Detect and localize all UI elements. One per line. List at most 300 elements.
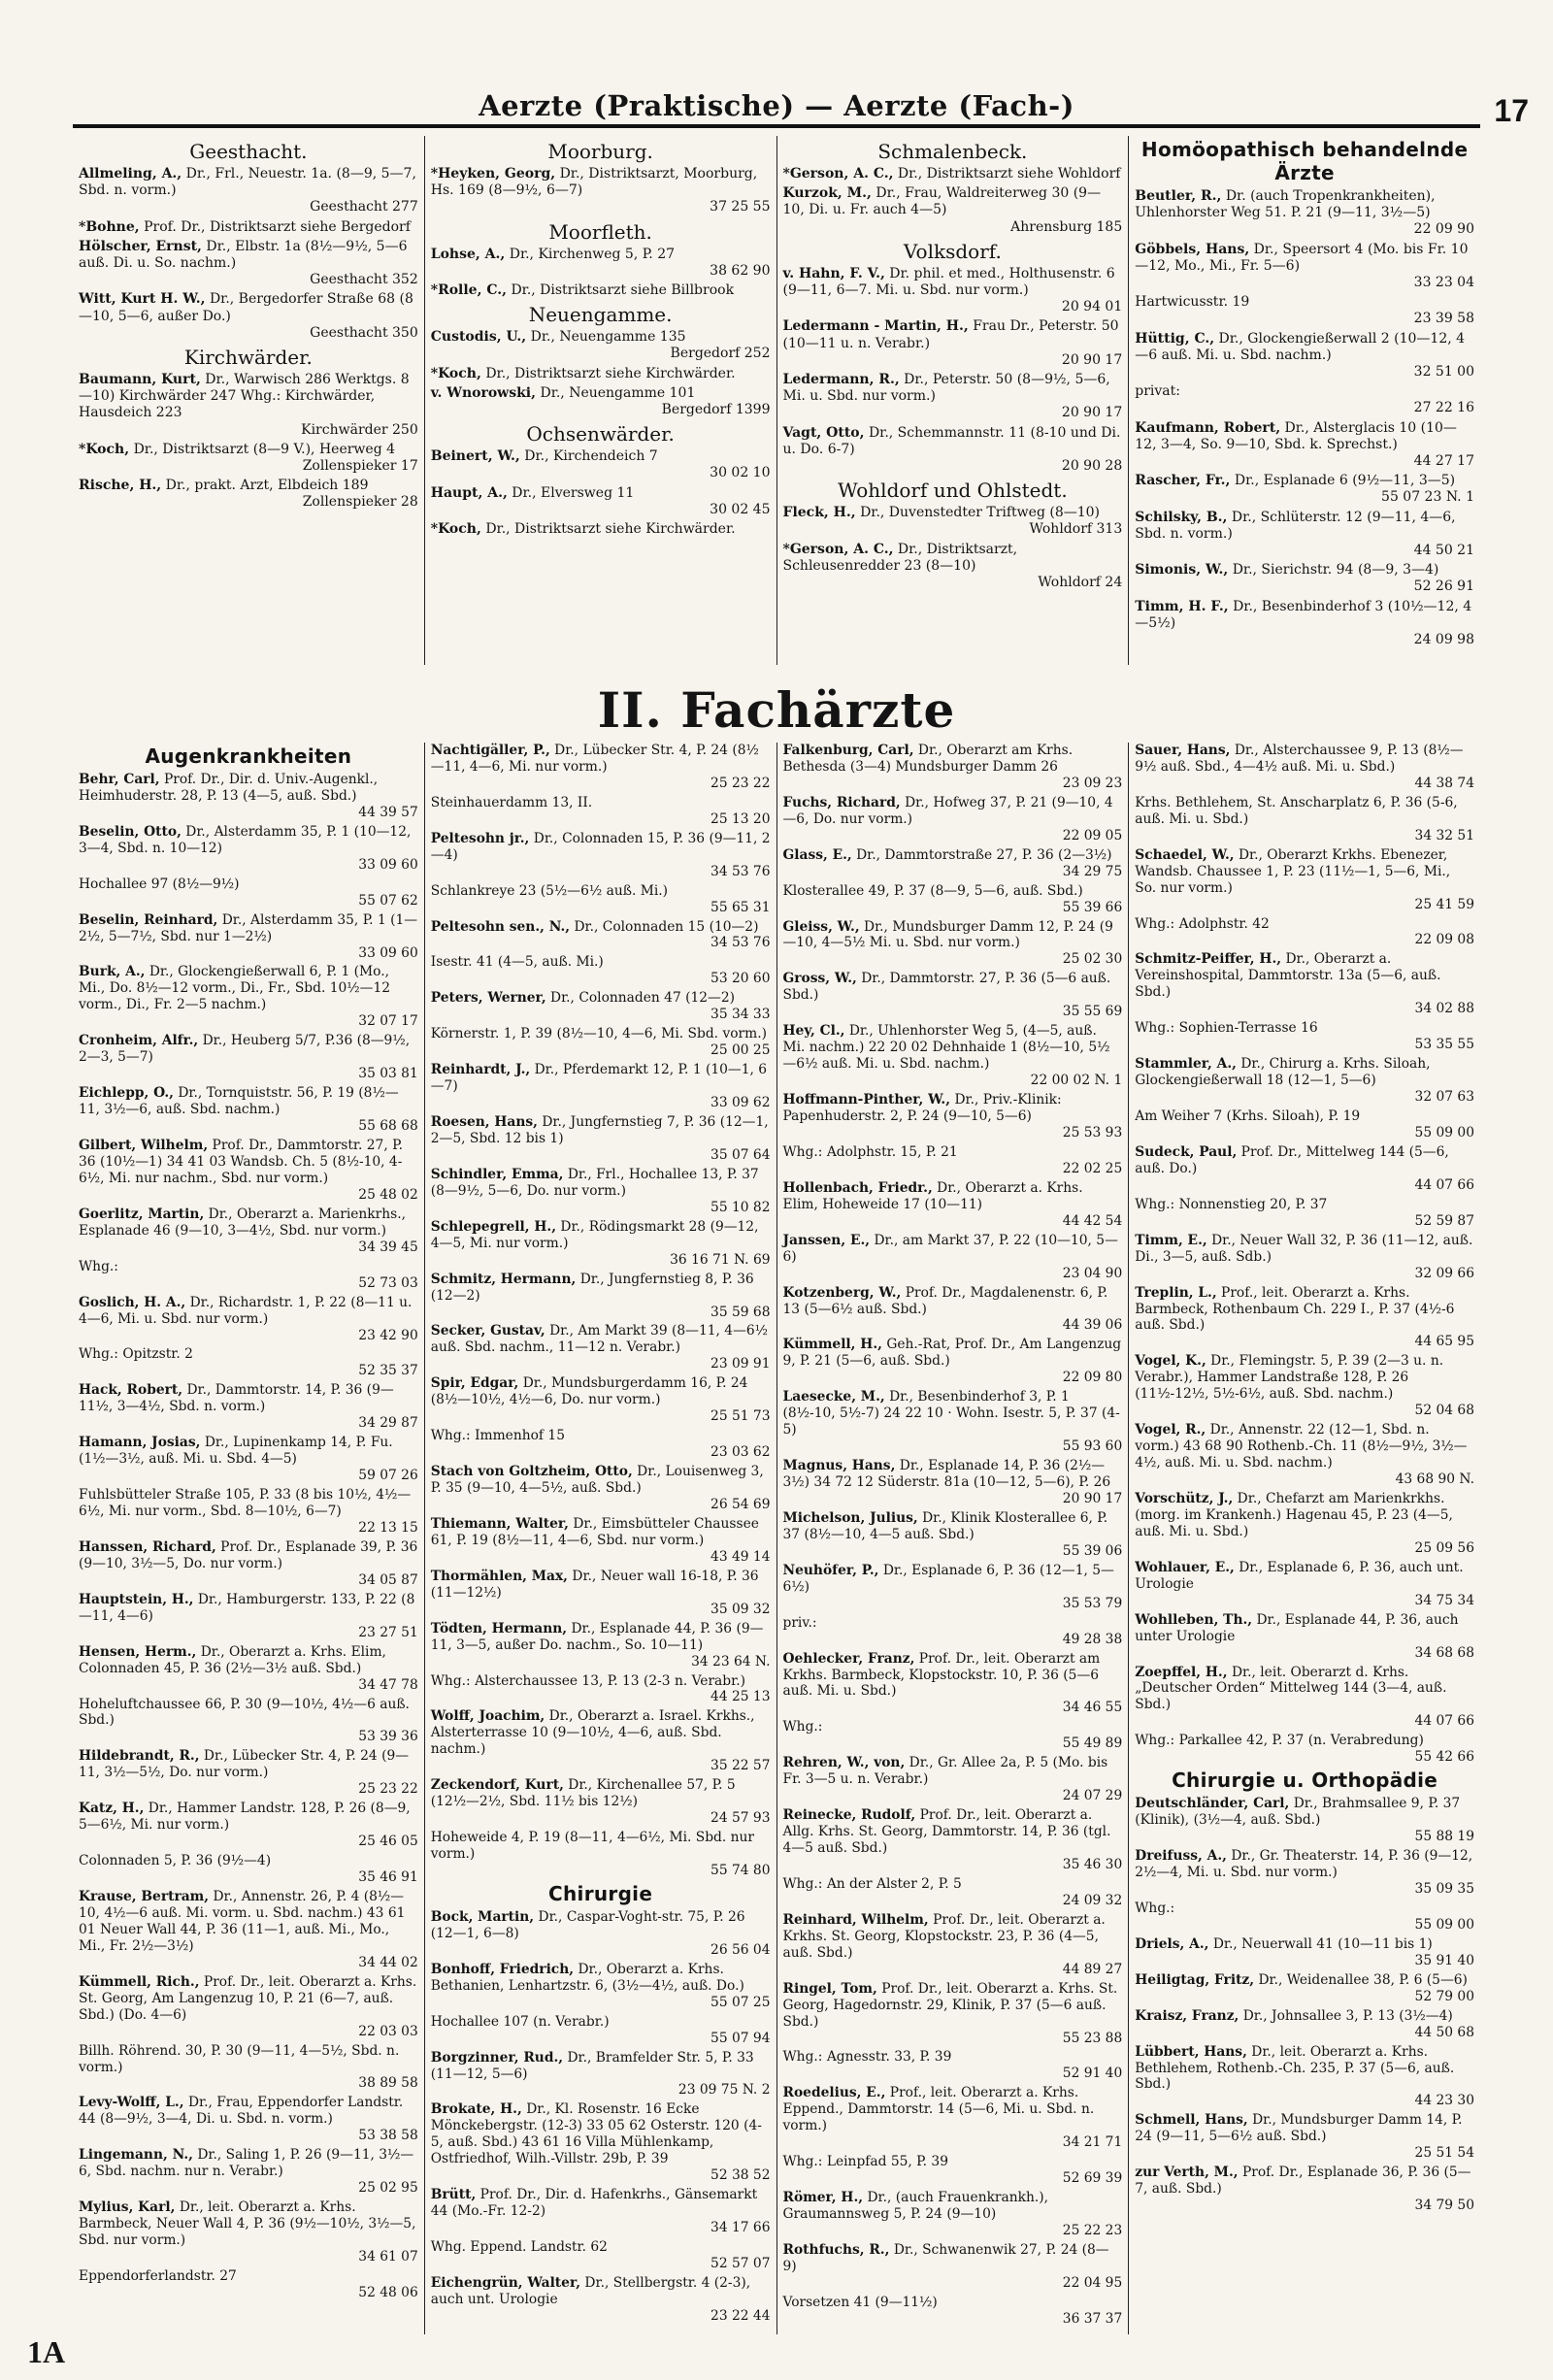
directory-entry — [1135, 1056, 1474, 1106]
entry-details: Whg.: Adolphstr. 15, P. 21 — [782, 1143, 958, 1160]
entry-phone: 23 09 75 N. 2 — [677, 2082, 771, 2099]
entry-name: *Gerson, A. C., — [782, 541, 894, 557]
entry-phone: 33 09 62 — [710, 1095, 771, 1111]
entry-name: Lübbert, Hans, — [1135, 2043, 1247, 2060]
entry-name: Kraisz, Franz, — [1135, 2007, 1239, 2024]
entry-details: Fuhlsbütteler Straße 105, P. 33 (8 bis 10½, 4½—6½, Mi. nur vorm., Sbd. 8—10½, 6—7) — [79, 1487, 412, 1520]
place-heading: Neuengamme. — [528, 303, 673, 327]
entry-phone: 23 42 90 — [358, 1327, 418, 1343]
entry-name: Sudeck, Paul, — [1135, 1143, 1238, 1160]
entry-details: Dr., Chefarzt am Marienkrkhs. (morg. im Krankenh.) Hagenau 45, P. 23 (4—5, auß. Mi. u. Sbd.) — [1135, 1490, 1453, 1539]
column-3 — [776, 136, 1129, 665]
entry-phone: 32 51 00 — [1413, 364, 1474, 380]
entry-name: Eichengrün, Walter, — [430, 2274, 581, 2291]
entry-phone: 52 48 06 — [358, 2284, 418, 2300]
entry-phone: 34 29 75 — [1062, 863, 1123, 879]
entry-details: Whg.: Nonnenstieg 20, P. 37 — [1135, 1196, 1328, 1212]
directory-entry — [431, 1026, 771, 1059]
place-heading: Moorburg. — [547, 140, 653, 163]
entry-details: Dr., Kirchendeich 7 — [524, 448, 658, 465]
entry-phone: Wohldorf 24 — [1038, 575, 1123, 591]
entry-name: Hanssen, Richard, — [79, 1538, 216, 1555]
entry-details: Dr., Priv.-Klinik: Papenhuderstr. 2, P. 24 (9—10, 5—6) — [782, 1092, 1062, 1125]
entry-phone: 38 89 58 — [358, 2075, 418, 2092]
entry-phone: 52 04 68 — [1414, 1403, 1474, 1419]
directory-entry — [79, 1033, 418, 1082]
directory-entry — [783, 425, 1123, 476]
entry-details: Dr., Schemmannstr. 11 (8-10 und Di. u. Do. 6-7) — [782, 424, 1121, 457]
directory-entry — [79, 1539, 418, 1589]
directory-entry — [1135, 2112, 1474, 2162]
entry-details: Dr., Alsterchaussee 9, P. 13 (8½—9½ auß. Sbd., 4—4½ auß. Mi. u. Sbd.) — [1135, 743, 1464, 775]
entry-phone: Geesthacht 352 — [310, 272, 418, 288]
entry-details: priv.: — [782, 1614, 817, 1631]
directory-entry — [783, 971, 1123, 1020]
entry-details: Dr., Annenstr. 26, P. 4 (8½—10, 4½—6 auß. Mi. vorm. u. Sbd. nachm.) 43 61 01 Neuer Wall 44, P. 36 (11—1, auß. Mi., Mo., Mi., Fr. 2½—3½) — [79, 1889, 406, 1954]
entry-phone: 25 23 22 — [358, 1781, 418, 1798]
entry-details: Dr., Distriktsarzt siehe Billbrook — [511, 282, 735, 299]
entry-name: Deutschländer, Carl, — [1135, 1796, 1290, 1812]
entry-name: Eichlepp, O., — [79, 1085, 174, 1102]
entry-details: Dr., Oberarzt a. Krhs. Elim, Colonnaden 45, P. 36 (2½—3½ auß. Sbd.) — [79, 1643, 386, 1676]
entry-details: Dr., Distriktsarzt siehe Wohldorf — [897, 166, 1121, 182]
entry-name: Schlepegrell, H., — [430, 1218, 557, 1235]
entry-name: Neuhöfer, P., — [782, 1562, 879, 1578]
directory-entry — [783, 1510, 1123, 1560]
entry-name: Hauptstein, H., — [79, 1591, 194, 1607]
entry-details: Dr., Oberarzt a. Krhs. Elim, Hoheweide 17 (10—11) — [782, 1179, 1083, 1212]
entry-name: v. Hahn, F. V., — [782, 265, 885, 281]
entry-details: Dr., Neuengamme 101 — [540, 384, 696, 401]
entry-details: Dr., Neuengamme 135 — [530, 329, 686, 346]
directory-entry — [431, 1516, 771, 1566]
entry-phone: 44 89 27 — [1062, 1961, 1123, 1977]
entry-phone: 23 27 51 — [358, 1624, 418, 1640]
directory-entry — [1135, 847, 1474, 913]
entry-details: Dr., Gr. Allee 2a, P. 5 (Mo. bis Fr. 3—5 u. n. Verabr.) — [782, 1755, 1108, 1788]
entry-name: Schmitz-Peiffer, H., — [1135, 951, 1282, 968]
directory-entry — [1135, 562, 1474, 595]
directory-entry — [1135, 1197, 1474, 1230]
entry-details: Dr., Louisenweg 3, P. 35 (9—10, 4—5½, auß. Sbd.) — [430, 1464, 764, 1497]
entry-name: Lohse, A., — [430, 246, 506, 262]
entry-details: Dr., Distriktsarzt siehe Kirchwärder. — [485, 521, 736, 538]
entry-name: Reinhard, Wilhelm, — [782, 1911, 929, 1928]
directory-entry — [79, 1801, 418, 1850]
entry-name: Wohlleben, Th., — [1135, 1611, 1253, 1628]
entry-phone: 30 02 45 — [710, 501, 771, 517]
entry-phone: 44 25 13 — [710, 1689, 771, 1705]
entry-name: Oehlecker, Franz, — [782, 1650, 915, 1667]
directory-entry — [431, 166, 771, 216]
entry-details: Whg.: Agnesstr. 33, P. 39 — [782, 2049, 952, 2066]
entry-phone: 53 38 58 — [358, 2128, 418, 2144]
entry-phone: 34 61 07 — [358, 2249, 418, 2265]
entry-name: Ledermann, R., — [782, 372, 900, 388]
entry-name: Borgzinner, Rud., — [430, 2049, 564, 2066]
directory-entry — [79, 1207, 418, 1256]
entry-details: Dr., Bergedorfer Straße 68 (8—10, 5—6, außer Do.) — [79, 291, 413, 324]
directory-entry — [783, 2049, 1123, 2082]
entry-name: Timm, H. F., — [1135, 598, 1229, 614]
entry-phone: 55 09 00 — [1414, 1124, 1474, 1140]
directory-entry — [783, 847, 1123, 880]
entry-details: Dr., am Markt 37, P. 22 (10—10, 5—6) — [782, 1232, 1118, 1265]
entry-phone: 44 50 68 — [1414, 2024, 1474, 2040]
entry-phone: Bergedorf 1399 — [661, 402, 771, 418]
entry-details: Dr., Elbstr. 1a (8½—9½, 5—6 auß. Di. u. So. nachm.) — [79, 238, 408, 272]
entry-name: Janssen, E., — [782, 1232, 871, 1248]
entry-details: Eppendorferlandstr. 27 — [79, 2267, 237, 2284]
entry-phone: 25 23 22 — [710, 775, 771, 791]
directory-entry — [1135, 1144, 1474, 1194]
entry-details: Am Weiher 7 (Krhs. Siloah), P. 19 — [1135, 1108, 1361, 1125]
entry-phone: 24 09 98 — [1413, 632, 1474, 648]
directory-entry — [79, 1382, 418, 1432]
entry-name: Peters, Werner, — [430, 990, 546, 1007]
entry-phone: 55 42 66 — [1414, 1749, 1474, 1766]
entry-details: Körnerstr. 1, P. 39 (8½—10, 4—6, Mi. Sbd. vorm.) — [430, 1026, 767, 1042]
entry-phone: 35 46 30 — [1062, 1857, 1123, 1872]
directory-entry — [431, 883, 771, 916]
entry-name: Fuchs, Richard, — [782, 794, 901, 810]
column-1 — [73, 136, 424, 665]
entry-phone: 34 75 34 — [1414, 1592, 1474, 1608]
entry-name: Beselin, Otto, — [79, 823, 182, 840]
entry-phone: 22 09 90 — [1413, 221, 1474, 238]
directory-entry — [783, 743, 1123, 792]
entry-phone: 33 09 60 — [358, 944, 418, 961]
entry-phone: 43 68 90 N. — [1395, 1471, 1474, 1488]
entry-details: Dr., Frau, Waldreiterweg 30 (9—10, Di. u. Fr. auch 4—5) — [782, 185, 1102, 218]
entry-name: Schindler, Emma, — [430, 1166, 564, 1182]
entry-details: Prof. Dr., leit. Oberarzt am Krkhs. Barmbeck, Klopstockstr. 10, P. 36 (5—6 auß. Mi. u. Sbd.) — [782, 1650, 1101, 1700]
entry-phone: 34 53 76 — [710, 863, 771, 879]
entry-phone: Bergedorf 252 — [670, 346, 771, 362]
entry-details: Whg.: — [79, 1258, 118, 1274]
directory-entry — [431, 2014, 771, 2047]
entry-name: *Heyken, Georg, — [430, 166, 556, 182]
entry-name: Wohlauer, E., — [1135, 1559, 1235, 1575]
directory-entry — [783, 883, 1123, 916]
entry-details: Dr., Richardstr. 1, P. 22 (8—11 u. 4—6, Mi. u. Sbd. nur vorm.) — [79, 1294, 413, 1327]
entry-details: Whg.: Immenhof 15 — [430, 1428, 565, 1444]
entry-details: Prof. Dr., leit. Oberarzt a. Krhs. St. Georg, Hagedornstr. 29, Klinik, P. 37 (5—6 auß. Sbd.) — [782, 1980, 1118, 2030]
directory-entry — [1135, 1972, 1474, 2005]
entry-name: *Gerson, A. C., — [782, 166, 894, 182]
entry-name: Fleck, H., — [782, 505, 856, 521]
directory-entry — [1135, 1848, 1474, 1898]
entry-details: Dr., Duvenstedter Triftweg (8—10) — [860, 505, 1101, 521]
entry-details: Whg.: An der Alster 2, P. 5 — [782, 1875, 962, 1892]
directory-entry — [431, 2101, 771, 2184]
entry-details: Dr., Klinik Klosterallee 6, P. 37 (8½—10, 4—5 auß. Sbd.) — [782, 1509, 1108, 1542]
directory-entry — [783, 542, 1123, 592]
entry-details: Dr., Distriktsarzt, Moorburg, Hs. 169 (8—9½, 6—7) — [430, 166, 758, 199]
entry-name: Driels, A., — [1135, 1935, 1209, 1952]
entry-phone: 55 10 82 — [710, 1199, 771, 1215]
entry-phone: 36 16 71 N. 69 — [670, 1251, 771, 1268]
entry-phone: 55 39 06 — [1062, 1542, 1123, 1559]
directory-entry — [1135, 2008, 1474, 2041]
entry-name: Kümmell, Rich., — [79, 1973, 200, 1990]
directory-entry — [1135, 383, 1474, 416]
entry-details: Dr., Bramfelder Str. 5, P. 33 (11—12, 5—6) — [430, 2049, 754, 2082]
directory-entry — [783, 919, 1123, 969]
entry-name: Secker, Gustav, — [430, 1323, 545, 1339]
entry-details: Dr., Chirurg a. Krhs. Siloah, Glockengießerwall 18 (12—1, 5—6) — [1135, 1056, 1431, 1089]
entry-details: Dr., Pferdemarkt 12, P. 1 (10—1, 6—7) — [430, 1062, 768, 1095]
entry-details: Krhs. Bethlehem, St. Anscharplatz 6, P. 36 (5-6, auß. Mi. u. Sbd.) — [1135, 794, 1458, 827]
entry-name: *Koch, — [430, 521, 481, 538]
entry-phone: 25 48 02 — [358, 1186, 418, 1203]
entry-phone: 23 03 62 — [710, 1444, 771, 1461]
category-heading: Chirurgie u. Orthopädie — [1172, 1768, 1438, 1793]
entry-name: Levy-Wolff, L., — [79, 2095, 184, 2111]
place-heading: Schmalenbeck. — [877, 140, 1028, 163]
entry-phone: 22 13 15 — [358, 1519, 418, 1536]
entry-phone: 34 05 87 — [358, 1571, 418, 1588]
entry-details: Prof., leit. Oberarzt a. Krhs. Eppend., Dammtorstr. 14 (5—6, Mi. u. Sbd. n. vorm.) — [782, 2085, 1095, 2134]
directory-entry — [783, 1651, 1123, 1717]
entry-phone: 26 54 69 — [710, 1496, 771, 1512]
directory-entry — [431, 954, 771, 987]
entry-phone: 52 57 07 — [710, 2256, 771, 2272]
directory-entry — [431, 743, 771, 792]
entry-details: Dr., Oberarzt Krkhs. Ebenezer, Wandsb. Chaussee 1, P. 23 (11½—1, 5—6, Mi., So. nur vorm.) — [1135, 846, 1451, 896]
entry-name: Bock, Martin, — [430, 1908, 535, 1925]
entry-details: Whg.: Sophien-Terrasse 16 — [1135, 1020, 1318, 1037]
entry-name: Göbbels, Hans, — [1135, 241, 1250, 257]
directory-entry — [1135, 1108, 1474, 1141]
entry-name: Brokate, H., — [430, 2101, 522, 2118]
directory-entry — [1135, 1422, 1474, 1488]
entry-details: Dr., Hofweg 37, P. 21 (9—10, 4—6, Do. nur vorm.) — [782, 794, 1113, 827]
directory-entry — [431, 831, 771, 880]
entry-name: Goerlitz, Martin, — [79, 1206, 205, 1222]
directory-entry — [1135, 420, 1474, 471]
entry-name: Magnus, Hans, — [782, 1458, 896, 1474]
directory-entry — [79, 1295, 418, 1344]
entry-details: Dr., Sierichstr. 94 (8—9, 3—4) — [1232, 562, 1439, 578]
entry-phone: 49 28 38 — [1062, 1631, 1123, 1647]
entry-details: Whg.: Adolphstr. 42 — [1135, 915, 1270, 932]
entry-name: Thiemann, Walter, — [430, 1515, 569, 1532]
entry-phone: 44 38 74 — [1414, 775, 1474, 791]
entry-phone: 24 09 32 — [1062, 1892, 1123, 1908]
entry-details: Dr., Mundsburgerdamm 16, P. 24 (8½—10½, 4½—6, Do. nur vorm.) — [430, 1375, 748, 1408]
entry-name: Roesen, Hans, — [430, 1114, 538, 1131]
directory-entry — [431, 1569, 771, 1618]
entry-phone: Ahrensburg 185 — [1010, 218, 1123, 235]
directory-entry — [783, 318, 1123, 369]
directory-entry — [783, 2295, 1123, 2328]
entry-details: Dr., Hammer Landstr. 128, P. 26 (8—9, 5—6½, Mi. nur vorm.) — [79, 1801, 411, 1834]
entry-details: Prof. Dr., Mittelweg 144 (5—6, auß. Do.) — [1135, 1143, 1449, 1176]
entry-phone: Geesthacht 350 — [310, 324, 418, 341]
entry-details: Dr., Esplanade 6, P. 36 (12—1, 5—6½) — [782, 1562, 1114, 1595]
entry-phone: 35 34 33 — [710, 1007, 771, 1023]
entry-details: Dr., Warwisch 286 Werktgs. 8—10) Kirchwärder 247 Whg.: Kirchwärder, Hausdeich 223 — [79, 372, 410, 421]
entry-phone: 25 09 56 — [1414, 1539, 1474, 1556]
directory-entry — [783, 1180, 1123, 1230]
entry-details: Dr., Frl., Neuestr. 1a. (8—9, 5—7, Sbd. n. vorm.) — [79, 166, 416, 199]
directory-entry — [783, 1285, 1123, 1335]
directory-entry — [1135, 1353, 1474, 1419]
entry-name: Michelson, Julius, — [782, 1509, 918, 1526]
entry-details: Dr., Flemingstr. 5, P. 39 (2—3 u. n. Verabr.), Hammer Landstraße 128, P. 26 (11½-12½, 5½-6½, auß. Sbd. nachm.) — [1135, 1353, 1444, 1403]
entry-details: Dr., Alsterglacis 10 (10—12, 3—4, So. 9—10, Sbd. k. Sprechst.) — [1135, 419, 1457, 452]
directory-entry — [783, 1755, 1123, 1804]
entry-details: Dr., Distriktsarzt siehe Kirchwärder. — [485, 365, 736, 381]
entry-phone: 35 22 57 — [710, 1758, 771, 1774]
entry-name: Zeckendorf, Kurt, — [430, 1777, 564, 1794]
entry-details: Hartwicusstr. 19 — [1135, 294, 1250, 311]
directory-entry — [79, 824, 418, 874]
entry-phone: 22 09 80 — [1062, 1370, 1123, 1386]
entry-details: Colonnaden 5, P. 36 (9½—4) — [79, 1853, 272, 1869]
entry-name: Kaufmann, Robert, — [1135, 419, 1281, 436]
directory-entry — [783, 2242, 1123, 2292]
entry-details: Dr., Stellbergstr. 4 (2-3), auch unt. Urologie — [430, 2274, 751, 2307]
entry-phone: 43 49 14 — [710, 1548, 771, 1565]
directory-entry — [431, 1428, 771, 1461]
directory-entry — [783, 2190, 1123, 2239]
column-4 — [1128, 136, 1480, 665]
entry-phone: 44 39 06 — [1062, 1317, 1123, 1334]
directory-entry — [431, 1909, 771, 1959]
entry-details: Dr., Oberarzt a. Israel. Krkhs., Alsterterrasse 10 (9—10½, 4—6, auß. Sbd. nachm.) — [430, 1708, 755, 1758]
running-head: Aerzte (Praktische) — Aerzte (Fach-) — [479, 89, 1074, 122]
entry-phone: 33 23 04 — [1413, 275, 1474, 291]
entry-name: Peltesohn jr., — [430, 830, 530, 846]
entry-name: Spir, Edgar, — [430, 1375, 519, 1392]
entry-phone: 35 55 69 — [1062, 1004, 1123, 1020]
entry-details: Dr., Alsterdamm 35, P. 1 (10—12, 3—4, Sbd. n. 10—12) — [79, 823, 412, 856]
entry-phone: Zollenspieker 28 — [302, 494, 418, 511]
entry-phone: 22 09 05 — [1062, 827, 1123, 843]
entry-phone: 44 65 95 — [1414, 1334, 1474, 1350]
place-heading: Ochsenwärder. — [526, 422, 675, 446]
entry-phone: 55 49 89 — [1062, 1735, 1123, 1752]
directory-entry — [431, 2050, 771, 2099]
entry-phone: 44 42 54 — [1062, 1212, 1123, 1229]
entry-details: Dr., Oberarzt am Krhs. Bethesda (3—4) Mundsburger Damm 26 — [782, 743, 1074, 775]
entry-details: Whg.: Opitzstr. 2 — [79, 1346, 193, 1363]
directory-entry — [1135, 2044, 1474, 2110]
directory-entry — [79, 2095, 418, 2144]
entry-details: Dr., Dammtorstr. 27, P. 36 (5—6 auß. Sbd.) — [782, 971, 1111, 1004]
entry-details: Dr., Kirchenweg 5, P. 27 — [509, 246, 676, 262]
entry-phone: 25 46 05 — [358, 1834, 418, 1850]
column-2 — [424, 136, 776, 665]
entry-details: Dr., leit. Oberarzt a. Krhs. Bethlehem, Rothenb.-Ch. 235, P. 37 (5—6, auß. Sbd.) — [1135, 2043, 1455, 2093]
entry-phone: 33 09 60 — [358, 856, 418, 873]
entry-name: Rische, H., — [79, 478, 162, 494]
entry-details: Dr., prakt. Arzt, Elbdeich 189 — [165, 478, 369, 494]
entry-phone: 34 53 76 — [710, 935, 771, 951]
entry-phone: Zollenspieker 17 — [302, 458, 418, 475]
entry-phone: 25 51 73 — [710, 1408, 771, 1425]
entry-phone: 34 32 51 — [1414, 827, 1474, 843]
directory-entry — [1135, 795, 1474, 844]
entry-phone: 34 44 02 — [358, 1954, 418, 1970]
entry-phone: 55 93 60 — [1062, 1438, 1123, 1455]
entry-details: Dr., Weidenallee 38, P. 6 (5—6) — [1258, 1971, 1468, 1988]
entry-name: Reinecke, Rudolf, — [782, 1807, 916, 1824]
directory-entry — [431, 329, 771, 362]
entry-phone: 55 07 94 — [710, 2030, 771, 2046]
directory-entry — [431, 795, 771, 828]
entry-phone: 22 00 02 N. 1 — [1030, 1073, 1123, 1089]
entry-name: Gross, W., — [782, 971, 857, 987]
entry-name: *Koch, — [79, 441, 130, 457]
entry-name: Behr, Carl, — [79, 772, 160, 787]
entry-name: Custodis, U., — [430, 329, 527, 346]
directory-entry — [783, 1092, 1123, 1141]
entry-details: Dr., Colonnaden 15, P. 36 (9—11, 2—4) — [430, 830, 771, 863]
entry-phone: 24 57 93 — [710, 1810, 771, 1827]
header-rule — [73, 124, 1480, 128]
directory-entry — [431, 1323, 771, 1372]
entry-details: Dr., Eimsbütteler Chaussee 61, P. 19 (8½—11, 4—6, Sbd. nur vorm.) — [430, 1515, 759, 1548]
entry-phone: 44 27 17 — [1413, 453, 1474, 470]
entry-details: Dr., Am Markt 39 (8—11, 4—6½ auß. Sbd. nachm., 11—12 n. Verabr.) — [430, 1323, 769, 1356]
entry-name: Hüttig, C., — [1135, 330, 1215, 347]
entry-phone: 35 59 68 — [710, 1304, 771, 1320]
entry-phone: 23 39 58 — [1413, 311, 1474, 327]
directory-entry — [783, 1458, 1123, 1507]
directory-entry — [1135, 743, 1474, 792]
entry-name: Tödten, Hermann, — [430, 1620, 568, 1636]
directory-entry — [79, 1259, 418, 1292]
directory-entry — [79, 1748, 418, 1798]
entry-phone: 53 35 55 — [1414, 1037, 1474, 1053]
entry-details: Hochallee 97 (8½—9½) — [79, 876, 240, 892]
entry-details: Dr., Lupinenkamp 14, P. Fu. (1½—3½, auß. Mi. u. Sbd. 4—5) — [79, 1435, 393, 1468]
entry-details: Prof. Dr., Esplanade 39, P. 36 (9—10, 3½—5, Do. nur vorm.) — [79, 1538, 418, 1571]
directory-entry — [79, 1435, 418, 1484]
directory-entry — [79, 2043, 418, 2093]
place-heading: Wohldorf und Ohlstedt. — [838, 479, 1068, 503]
entry-phone: 37 25 55 — [710, 199, 771, 215]
entry-phone: 55 65 31 — [710, 899, 771, 915]
entry-phone: 53 20 60 — [710, 971, 771, 987]
directory-entry — [783, 166, 1123, 182]
directory-entry — [783, 1337, 1123, 1386]
directory-entry — [431, 1375, 771, 1425]
entry-name: Goslich, H. A., — [79, 1294, 186, 1310]
entry-phone: Geesthacht 277 — [310, 199, 418, 215]
entry-phone: 44 07 66 — [1414, 1713, 1474, 1730]
entry-phone: 35 03 81 — [358, 1066, 418, 1082]
directory-entry — [79, 1697, 418, 1746]
entry-details: Dr., Heuberg 5/7, P.36 (8—9½, 2—3, 5—7) — [79, 1033, 411, 1066]
directory-entry — [79, 1085, 418, 1135]
directory-entry — [783, 1912, 1123, 1978]
entry-name: Simonis, W., — [1135, 562, 1229, 578]
entry-phone: 35 09 32 — [710, 1601, 771, 1617]
entry-phone: Wohldorf 313 — [1029, 521, 1123, 538]
entry-name: Ringel, Tom, — [782, 1980, 877, 1997]
entry-details: Whg.: — [1135, 1900, 1175, 1916]
specialists-section — [73, 743, 1480, 2334]
entry-phone: 55 23 88 — [1062, 2030, 1123, 2046]
entry-name: Allmeling, A., — [79, 166, 182, 182]
entry-details: Dr., Mundsburger Damm 12, P. 24 (9—10, 4—5½ Mi. u. Sbd. nur vorm.) — [782, 918, 1113, 951]
entry-details: Dr., Saling 1, P. 26 (9—11, 3½—6, Sbd. nachm. nur n. Verabr.) — [79, 2147, 414, 2180]
entry-phone: 30 02 10 — [710, 465, 771, 481]
